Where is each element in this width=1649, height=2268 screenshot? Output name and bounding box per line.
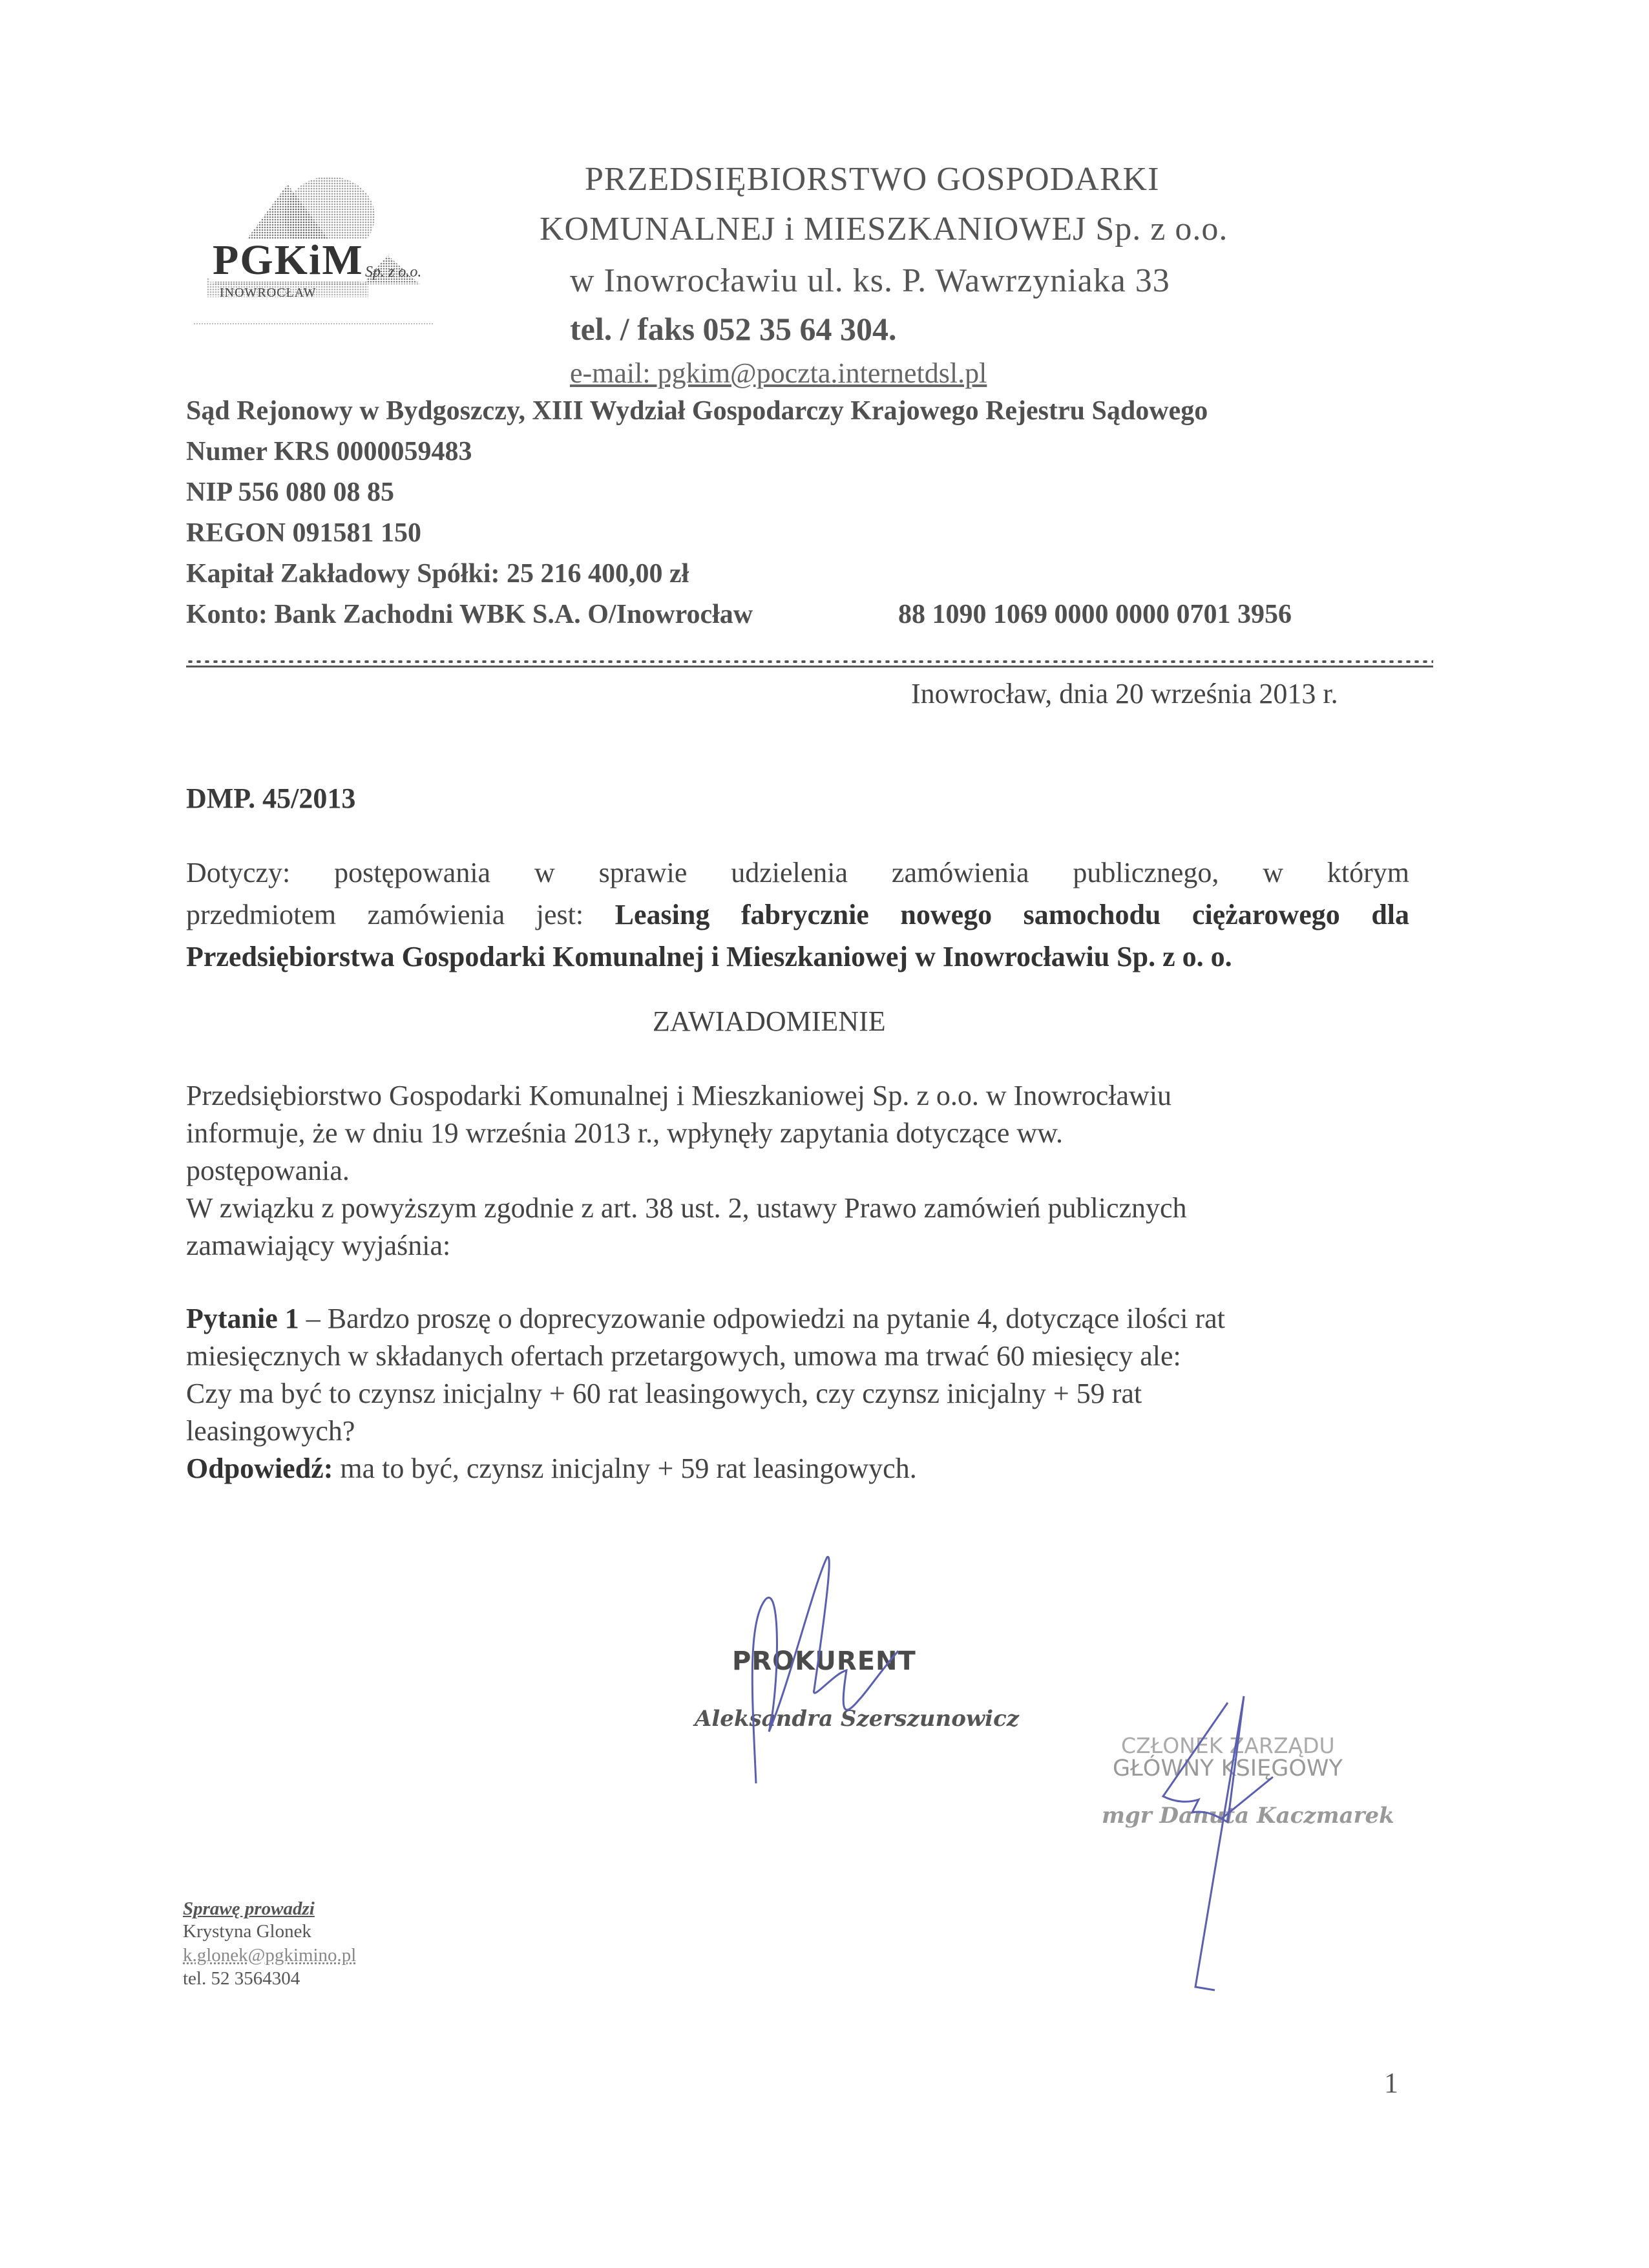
intro-line-5: zamawiający wyjaśnia: xyxy=(186,1230,451,1261)
intro-line-3: postępowania. xyxy=(186,1155,350,1186)
header-address: w Inowrocławiu ul. ks. P. Wawrzyniaka 33 xyxy=(570,262,1170,299)
header-line-2: KOMUNALNEJ i MIESZKANIOWEJ Sp. z o.o. xyxy=(540,211,1228,247)
signature-right-icon xyxy=(1150,1693,1318,1997)
subject-line-3: Przedsiębiorstwa Gospodarki Komunalnej i Mieszkaniowej w Inowrocławiu Sp. z o. o. xyxy=(186,941,1232,972)
signature-left-icon xyxy=(743,1544,937,1803)
question-text-1: – Bardzo proszę o doprecyzowanie odpowiedzi na pytanie 4, dotyczące ilości rat xyxy=(299,1303,1225,1334)
intro-line-1: Przedsiębiorstwo Gospodarki Komunalnej i Mieszkaniowej Sp. z o.o. w Inowrocławiu xyxy=(186,1080,1172,1111)
registry-nip: NIP 556 080 08 85 xyxy=(186,478,395,507)
registry-regon: REGON 091581 150 xyxy=(186,518,422,548)
document-title: ZAWIADOMIENIE xyxy=(653,1005,886,1037)
subject-line-2 xyxy=(186,898,1409,931)
question-line-2: miesięcznych w składanych ofertach przetargowych, umowa ma trwać 60 miesięcy ale: xyxy=(186,1340,1181,1372)
page-number: 1 xyxy=(1384,2067,1398,2099)
answer-label: Odpowiedź: xyxy=(186,1453,333,1484)
registry-account-label: Konto: Bank Zachodni WBK S.A. O/Inowrocław xyxy=(186,600,753,629)
footer-email-link[interactable]: k.glonek@pgkimino.pl xyxy=(183,1945,357,1966)
stamp-role-right-1: CZŁONEK ZARZĄDU xyxy=(1121,1733,1335,1758)
footer-name: Krystyna Glonek xyxy=(183,1921,311,1942)
subject-line-2-plain: przedmiotem zamówienia jest: xyxy=(186,899,615,930)
intro-line-4: W związku z powyższym zgodnie z art. 38 ust. 2, ustawy Prawo zamówień publicznych xyxy=(186,1192,1187,1224)
logo-city: INOWROCŁAW xyxy=(220,286,317,300)
stamp-role-right-2: GŁÓWNY KSIĘGOWY xyxy=(1113,1756,1343,1781)
registry-account-number: 88 1090 1069 0000 0000 0701 3956 xyxy=(898,600,1292,629)
registry-krs: Numer KRS 0000059483 xyxy=(186,437,472,467)
stamp-name-right: mgr Danuta Kaczmarek xyxy=(1102,1803,1394,1829)
header-line-1: PRZEDSIĘBIORSTWO GOSPODARKI xyxy=(585,161,1160,198)
separator-line xyxy=(186,666,1433,667)
answer-line xyxy=(186,1452,917,1485)
logo-rule xyxy=(194,323,433,324)
reference-number: DMP. 45/2013 xyxy=(186,782,356,814)
question-label: Pytanie 1 xyxy=(186,1303,299,1334)
registry-court: Sąd Rejonowy w Bydgoszczy, XIII Wydział Gospodarczy Krajowego Rejestru Sądowego xyxy=(186,396,1208,426)
question-line-3: Czy ma być to czynsz inicjalny + 60 rat leasingowych, czy czynsz inicjalny + 59 rat xyxy=(186,1378,1142,1409)
date-line: Inowrocław, dnia 20 września 2013 r. xyxy=(911,678,1338,709)
question-line-4: leasingowych? xyxy=(186,1415,355,1447)
stamp-name-left: Aleksandra Szerszunowicz xyxy=(695,1706,1020,1732)
registry-capital: Kapitał Zakładowy Spółki: 25 216 400,00 zł xyxy=(186,559,689,589)
subject-line-1: Dotyczy: postępowania w sprawie udzielenia zamówienia publicznego, w którym xyxy=(186,857,1409,888)
question-line-1 xyxy=(186,1302,1225,1335)
footer-label: Sprawę prowadzi xyxy=(183,1898,315,1919)
header-phone: tel. / faks 052 35 64 304. xyxy=(570,311,897,347)
footer-phone: tel. 52 3564304 xyxy=(183,1968,300,1989)
logo-suffix: Sp. z o.o. xyxy=(365,264,422,280)
answer-text: ma to być, czynsz inicjalny + 59 rat leasingowych. xyxy=(333,1453,917,1484)
separator-dots xyxy=(186,660,1433,663)
stamp-role-left: PROKURENT xyxy=(732,1646,916,1676)
company-logo xyxy=(194,149,465,317)
logo-name: PGKiM xyxy=(210,239,366,282)
subject-line-2-bold: Leasing fabrycznie nowego samochodu ciężarowego dla xyxy=(614,899,1410,930)
header-email-link[interactable]: e-mail: pgkim@poczta.internetdsl.pl xyxy=(570,357,987,389)
intro-line-2: informuje, że w dniu 19 września 2013 r., wpłynęły zapytania dotyczące ww. xyxy=(186,1117,1064,1149)
